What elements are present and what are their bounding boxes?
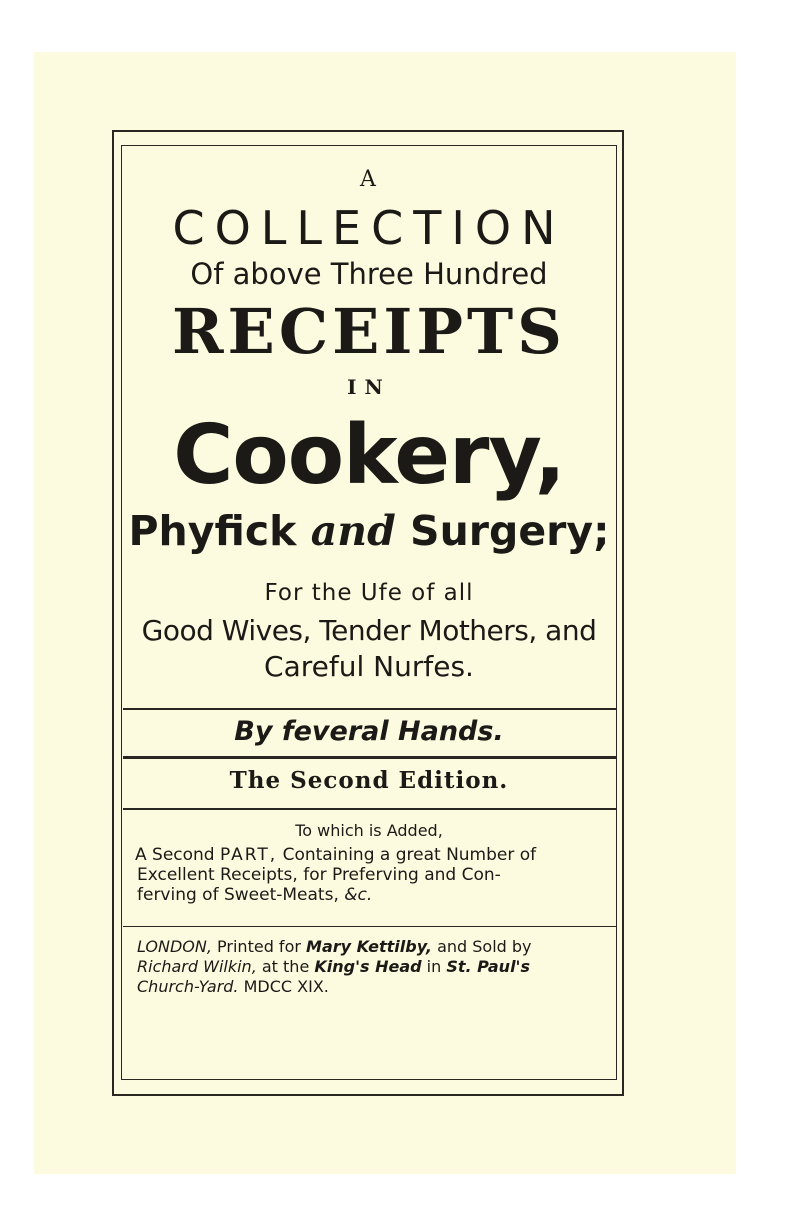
title-receipts: RECEIPTS <box>172 295 566 368</box>
title-cookery: Cookery, <box>173 408 565 503</box>
text-span: Printed for <box>211 937 307 956</box>
careful-nurses-line: Careful Nurfes. <box>264 650 474 683</box>
imprint-st-pauls: St. Paul's <box>446 957 530 976</box>
imprint-line <box>137 937 607 957</box>
by-several-hands: By feveral Hands. <box>234 716 504 747</box>
imprint-london: LONDON, <box>137 937 212 956</box>
imprint-mary-kettilby: Mary Kettilby, <box>306 937 432 956</box>
to-which-added: To which is Added, <box>295 821 443 840</box>
divider-rule <box>123 808 616 810</box>
imprint-churchyard: Church-Yard. <box>137 977 239 996</box>
imprint-line <box>137 957 607 977</box>
text-span: Containing a great Number of <box>277 845 537 865</box>
second-part-line <box>135 845 607 865</box>
edition-line: The Second Edition. <box>229 767 509 794</box>
title-physick-surgery <box>121 504 617 558</box>
title-subtitle: Of above Three Hundred <box>190 257 548 291</box>
etc-italic: &c. <box>344 885 373 905</box>
part-smallcaps: PART, <box>220 845 278 865</box>
good-wives-line: Good Wives, Tender Mothers, and <box>141 614 597 647</box>
imprint-richard-wilkin: Richard Wilkin, <box>137 957 257 976</box>
title-article: A <box>360 167 378 192</box>
for-use-line: For the Ufe of all <box>264 580 474 606</box>
text-span: and Sold by <box>431 937 532 956</box>
text-span: ferving of Sweet-Meats, <box>137 885 345 905</box>
imprint-year: MDCC XIX. <box>238 977 329 996</box>
title-and: and <box>310 507 396 555</box>
second-part-paragraph <box>137 845 607 905</box>
imprint-line <box>137 977 607 997</box>
title-collection: COLLECTION <box>172 201 566 255</box>
imprint-kings-head: King's Head <box>314 957 422 976</box>
imprint-paragraph <box>137 937 607 997</box>
divider-rule <box>123 708 616 710</box>
second-part-line: Excellent Receipts, for Preferving and Con- <box>137 865 501 885</box>
title-physick: Phyfick <box>128 507 297 555</box>
divider-rule <box>123 756 616 759</box>
second-part-line <box>137 885 607 905</box>
title-in: IN <box>347 375 391 399</box>
text-span: A Second <box>135 845 220 865</box>
title-surgery: Surgery; <box>410 507 610 555</box>
text-span: at the <box>256 957 315 976</box>
text-span: in <box>421 957 447 976</box>
divider-rule <box>123 926 616 927</box>
